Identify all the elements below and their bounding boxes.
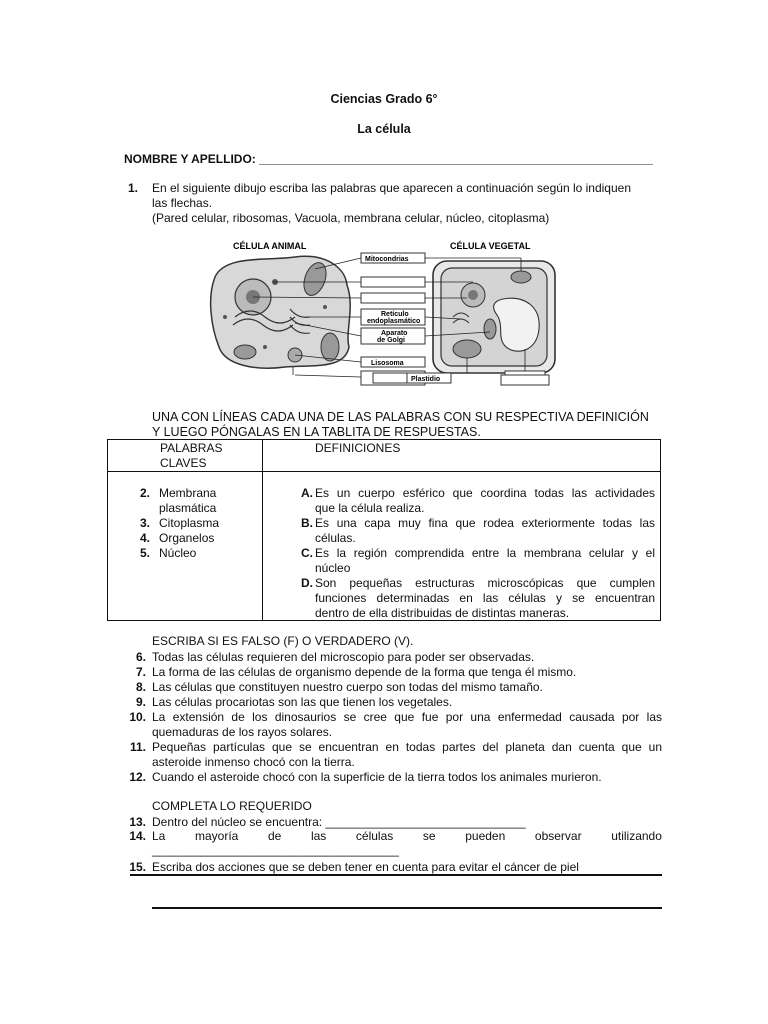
- q1-text: [152, 181, 662, 226]
- q14-answer-blank[interactable]: _____________________________________: [152, 843, 399, 857]
- col1-header-line2: CLAVES: [160, 456, 207, 470]
- col-header-definitions: DEFINICIONES: [263, 440, 661, 472]
- label-reticulo-1: Retículo: [381, 311, 409, 318]
- word-num-4: 4.: [139, 531, 150, 545]
- label-plastidio: Plastidio: [411, 376, 441, 383]
- blank-box-1[interactable]: [361, 277, 425, 287]
- q15-text: Escriba dos acciones que se deben tener en cuenta para evitar el cáncer de piel: [152, 860, 579, 874]
- label-lisosoma: Lisosoma: [371, 360, 404, 367]
- definitions-cell: [263, 472, 661, 621]
- def-letter-b: B.: [301, 516, 313, 530]
- label-aparato-1: Aparato: [381, 330, 408, 337]
- word-membrana: Membrana plasmática: [159, 486, 217, 515]
- q14-text: La mayoría de las células se pueden observar utilizando: [152, 829, 662, 843]
- def-letter-a: A.: [301, 486, 313, 500]
- tf-item-12: Cuando el asteroide chocó con la superficie de la tierra todos los animales murieron.: [152, 770, 602, 784]
- def-c: Es la región comprendida entre la membrana celular y el núcleo: [315, 546, 655, 575]
- cell-diagram-svg: [205, 237, 562, 388]
- q1-number: 1.: [127, 181, 138, 195]
- tf-num-11: 11.: [129, 740, 146, 754]
- animal-cell: [211, 256, 351, 368]
- subject-title: Ciencias Grado 6°: [330, 92, 438, 106]
- blank-box-6[interactable]: [501, 375, 549, 385]
- q1-line3: (Pared celular, ribosomas, Vacuola, membrana celular, núcleo, citoplasma): [152, 211, 550, 225]
- word-organelos: Organelos: [159, 531, 215, 545]
- words-cell: [108, 472, 263, 621]
- q15-answer-line-1[interactable]: [130, 874, 662, 876]
- topic-title: La célula: [357, 122, 411, 136]
- word-num-2: 2.: [139, 486, 150, 500]
- tf-num-10: 10.: [129, 710, 146, 724]
- matching-instruction-line1: UNA CON LÍNEAS CADA UNA DE LAS PALABRAS CON SU RESPECTIVA DEFINICIÓN: [152, 410, 649, 424]
- def-a: Es un cuerpo esférico que coordina todas las actividades que la célula realiza.: [315, 486, 655, 515]
- q15-answer-line-2[interactable]: [152, 907, 662, 909]
- label-aparato-2: de Golgi: [377, 337, 405, 344]
- tf-item-7: La forma de las células de organismo depende de la forma que tenga él mismo.: [152, 665, 577, 679]
- tf-item-11: Pequeñas partículas que se encuentran en todas partes del planeta dan cuenta que un asteroide inmenso chocó con la tierra.: [152, 740, 662, 769]
- tf-instruction: ESCRIBA SI ES FALSO (F) O VERDADERO (V).: [152, 634, 414, 648]
- def-letter-d: D.: [301, 576, 313, 590]
- q15-number: 15.: [129, 860, 146, 874]
- word-citoplasma: Citoplasma: [159, 516, 220, 530]
- label-mitocondrias: Mitocondrias: [365, 256, 409, 263]
- col1-header-line1: PALABRAS: [160, 441, 223, 455]
- tf-num-7: 7.: [135, 665, 146, 679]
- plant-cell: [433, 261, 555, 373]
- tf-item-9: Las células procariotas son las que tienen los vegetales.: [152, 695, 453, 709]
- blank-box-2[interactable]: [361, 293, 425, 303]
- tf-num-6: 6.: [135, 650, 146, 664]
- name-field-label[interactable]: NOMBRE Y APELLIDO: ___________________________________________________________: [124, 152, 653, 166]
- word-num-5: 5.: [139, 546, 150, 560]
- tf-item-8: Las células que constituyen nuestro cuerpo son todas del mismo tamaño.: [152, 680, 543, 694]
- def-b: Es una capa muy fina que rodea exteriormente todas las células.: [315, 516, 655, 545]
- tf-num-8: 8.: [135, 680, 146, 694]
- word-nucleo: Núcleo: [159, 546, 197, 560]
- q13-text[interactable]: Dentro del núcleo se encuentra: ______________________________: [152, 815, 526, 829]
- matching-table: [107, 439, 661, 621]
- matching-instruction: [152, 410, 664, 440]
- animal-cell-title: CÉLULA ANIMAL: [233, 241, 307, 251]
- tf-item-10: La extensión de los dinosaurios se cree que fue por una enfermedad causada por las quemaduras de los rayos solares.: [152, 710, 662, 739]
- q14-number: 14.: [129, 829, 146, 843]
- q13-number: 13.: [129, 815, 146, 829]
- q1-line1: En el siguiente dibujo escriba las palabras que aparecen a continuación según lo indiquen: [152, 181, 632, 195]
- label-reticulo-2: endoplasmático: [367, 318, 421, 325]
- cell-diagram: [205, 237, 562, 388]
- def-d: Son pequeñas estructuras microscópicas que cumplen funciones determinadas en las células y se encuentran dentro de ella distribuidas de distintas maneras.: [315, 576, 655, 620]
- matching-instruction-line2: Y LUEGO PÓNGALAS EN LA TABLITA DE RESPUESTAS.: [152, 425, 481, 439]
- q1-line2: las flechas.: [152, 196, 213, 210]
- col-header-words: [108, 440, 263, 472]
- word-num-3: 3.: [139, 516, 150, 530]
- tf-item-6: Todas las células requieren del microscopio para poder ser observadas.: [152, 650, 535, 664]
- tf-num-12: 12.: [129, 770, 146, 784]
- plant-cell-title: CÉLULA VEGETAL: [450, 241, 531, 251]
- tf-num-9: 9.: [135, 695, 146, 709]
- def-letter-c: C.: [301, 546, 313, 560]
- complete-instruction: COMPLETA LO REQUERIDO: [152, 799, 312, 813]
